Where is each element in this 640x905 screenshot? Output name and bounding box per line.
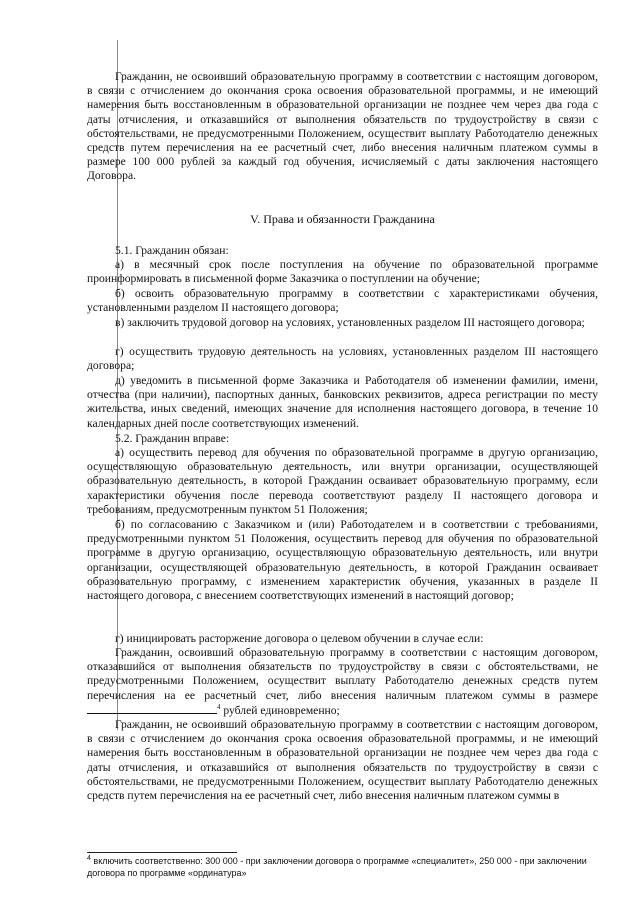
clause-5-1-e: д) уведомить в письменной форме Заказчика и Работодателя об изменении фамилии, имени, отчества (при наличии), паспортных данных, банковских реквизитов, адреса регистрации по месту жительства, иных сведений, имеющих значение для исполнения настоящего договора, в течение 10 календарных дней после соответствующих изменений. — [87, 374, 598, 430]
footnote-separator — [87, 852, 237, 853]
section-heading: V. Права и обязанности Гражданина — [250, 212, 435, 226]
case-graduate-paragraph — [87, 646, 598, 718]
footnote-mark: 4 — [87, 855, 91, 862]
case-graduate-end: рублей единовременно; — [220, 703, 340, 717]
clause-5-1-b: б) освоить образовательную программу в соответствии с характеристиками обучения, установленными разделом II настоящего договора; — [87, 287, 598, 315]
footnote-text: включить соответственно: 300 000 - при заключении договора о программе «специалитет», 250 000 - при заключении договора по программе «ординатура» — [87, 856, 587, 878]
clause-5-2-c: г) инициировать расторжение договора о целевом обучении в случае если: — [115, 632, 484, 645]
amount-blank — [87, 703, 217, 714]
footnote-ref: 4 — [217, 702, 221, 711]
clause-5-2-b: б) по согласованию с Заказчиком и (или) Работодателем и в соответствии с требованиями, предусмотренными пунктом 51 Положения, осуществить перевод для обучения по образовательной программе в другую организацию, осуществляющую образовательную деятельность, или внутри организации, осуществляющей образовательную деятельность, в которой Гражданин осваивает образовательную программу, с изменением характеристик обучения, указанных в разделе II настоящего договора, с внесением соответствующих изменений в настоящий договор; — [87, 518, 598, 603]
clause-5-2-a: а) осуществить перевод для обучения по образовательной программе в другую организацию, осуществляющую образовательную деятельность, или внутри организации, осуществляющей образовательную деятельность, в которой Гражданин осваивает образовательную программу, если характеристики обучения после перевода соответствуют разделу II настоящего договора и требованиям, предусмотренным пунктом 51 Положения; — [87, 446, 598, 516]
clause-5-1: 5.1. Гражданин обязан: — [115, 244, 229, 257]
case-not-graduate-paragraph: Гражданин, не освоивший образовательную программу в соответствии с настоящим договором, в связи с отчислением до окончания срока освоения образовательной программы, и не имеющий намерения быть восстановленным в образовательной организации не позднее чем через два года с даты отчисления, и отказавшийся от выполнения обязательств по трудоустройству в связи с обстоятельствами, не предусмотренными Положением, осуществит выплату Работодателю денежных средств путем перечисления на ее расчетный счет, либо внесения наличным платежом суммы в — [87, 718, 598, 803]
intro-paragraph: Гражданин, не освоивший образовательную программу в соответствии с настоящим договором, в связи с отчислением до окончания срока освоения образовательной программы, и не имеющий намерения быть восстановленным в образовательной организации не позднее чем через два года с даты отчисления, и отказавшийся от выполнения обязательств по трудоустройству в связи с обстоятельствами, не предусмотренными Положением, осуществит выплату Работодателю денежных средств путем перечисления на ее расчетный счет, либо внесения наличным платежом суммы в размере 100 000 рублей за каждый год обучения, исчисляемый с даты заключения настоящего Договора. — [87, 70, 598, 183]
case-graduate-text: Гражданин, освоивший образовательную программу в соответствии с настоящим договором, отказавшийся от выполнения обязательств по трудоустройству в связи с обстоятельствами, не предусмотренными Положением, осуществит выплату Работодателю денежных средств путем перечисления на ее расчетный счет, либо внесения наличным платежом суммы в размере — [87, 646, 598, 702]
clause-5-1-c: в) заключить трудовой договор на условиях, установленных разделом III настоящего договора; — [115, 316, 585, 329]
clause-5-2: 5.2. Гражданин вправе: — [115, 432, 230, 445]
footnote — [87, 855, 598, 879]
clause-5-1-d: г) осуществить трудовую деятельность на условиях, установленных разделом III настоящего договора; — [87, 345, 598, 373]
clause-5-1-a: а) в месячный срок после поступления на обучение по образовательной программе проинформировать в письменной форме Заказчика о поступлении на обучение; — [87, 258, 598, 286]
